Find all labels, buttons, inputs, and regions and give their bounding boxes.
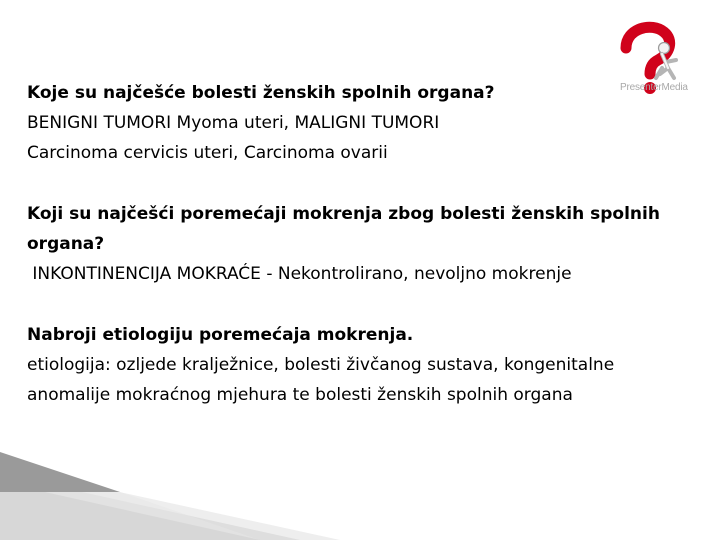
question-3: Nabroji etiologiju poremećaja mokrenja. (27, 325, 414, 345)
answer-3-line-2: anomalije mokraćnog mjehura te bolesti ženskih spolnih organa (27, 385, 573, 405)
answer-1-line-1: BENIGNI TUMORI Myoma uteri, MALIGNI TUMORI (27, 113, 440, 133)
slide-content (27, 78, 717, 410)
answer-3-line-1: etiologija: ozljede kralježnice, bolesti živčanog sustava, kongenitalne (27, 355, 615, 375)
question-2-line-1: Koji su najčešći poremećaji mokrenja zbog bolesti ženskih spolnih (27, 204, 660, 224)
logo-text: PresenterMedia (620, 82, 688, 93)
stripe-1 (0, 452, 120, 492)
corner-stripes-decoration (0, 452, 340, 540)
question-1: Koje su najčešće bolesti ženskih spolnih organa? (27, 83, 495, 103)
question-2-line-2: organa? (27, 234, 105, 254)
stripes-graphic (0, 452, 340, 540)
answer-2: INKONTINENCIJA MOKRAĆE - Nekontrolirano, nevoljno mokrenje (27, 264, 572, 284)
answer-1-line-2: Carcinoma cervicis uteri, Carcinoma ovarii (27, 143, 388, 163)
